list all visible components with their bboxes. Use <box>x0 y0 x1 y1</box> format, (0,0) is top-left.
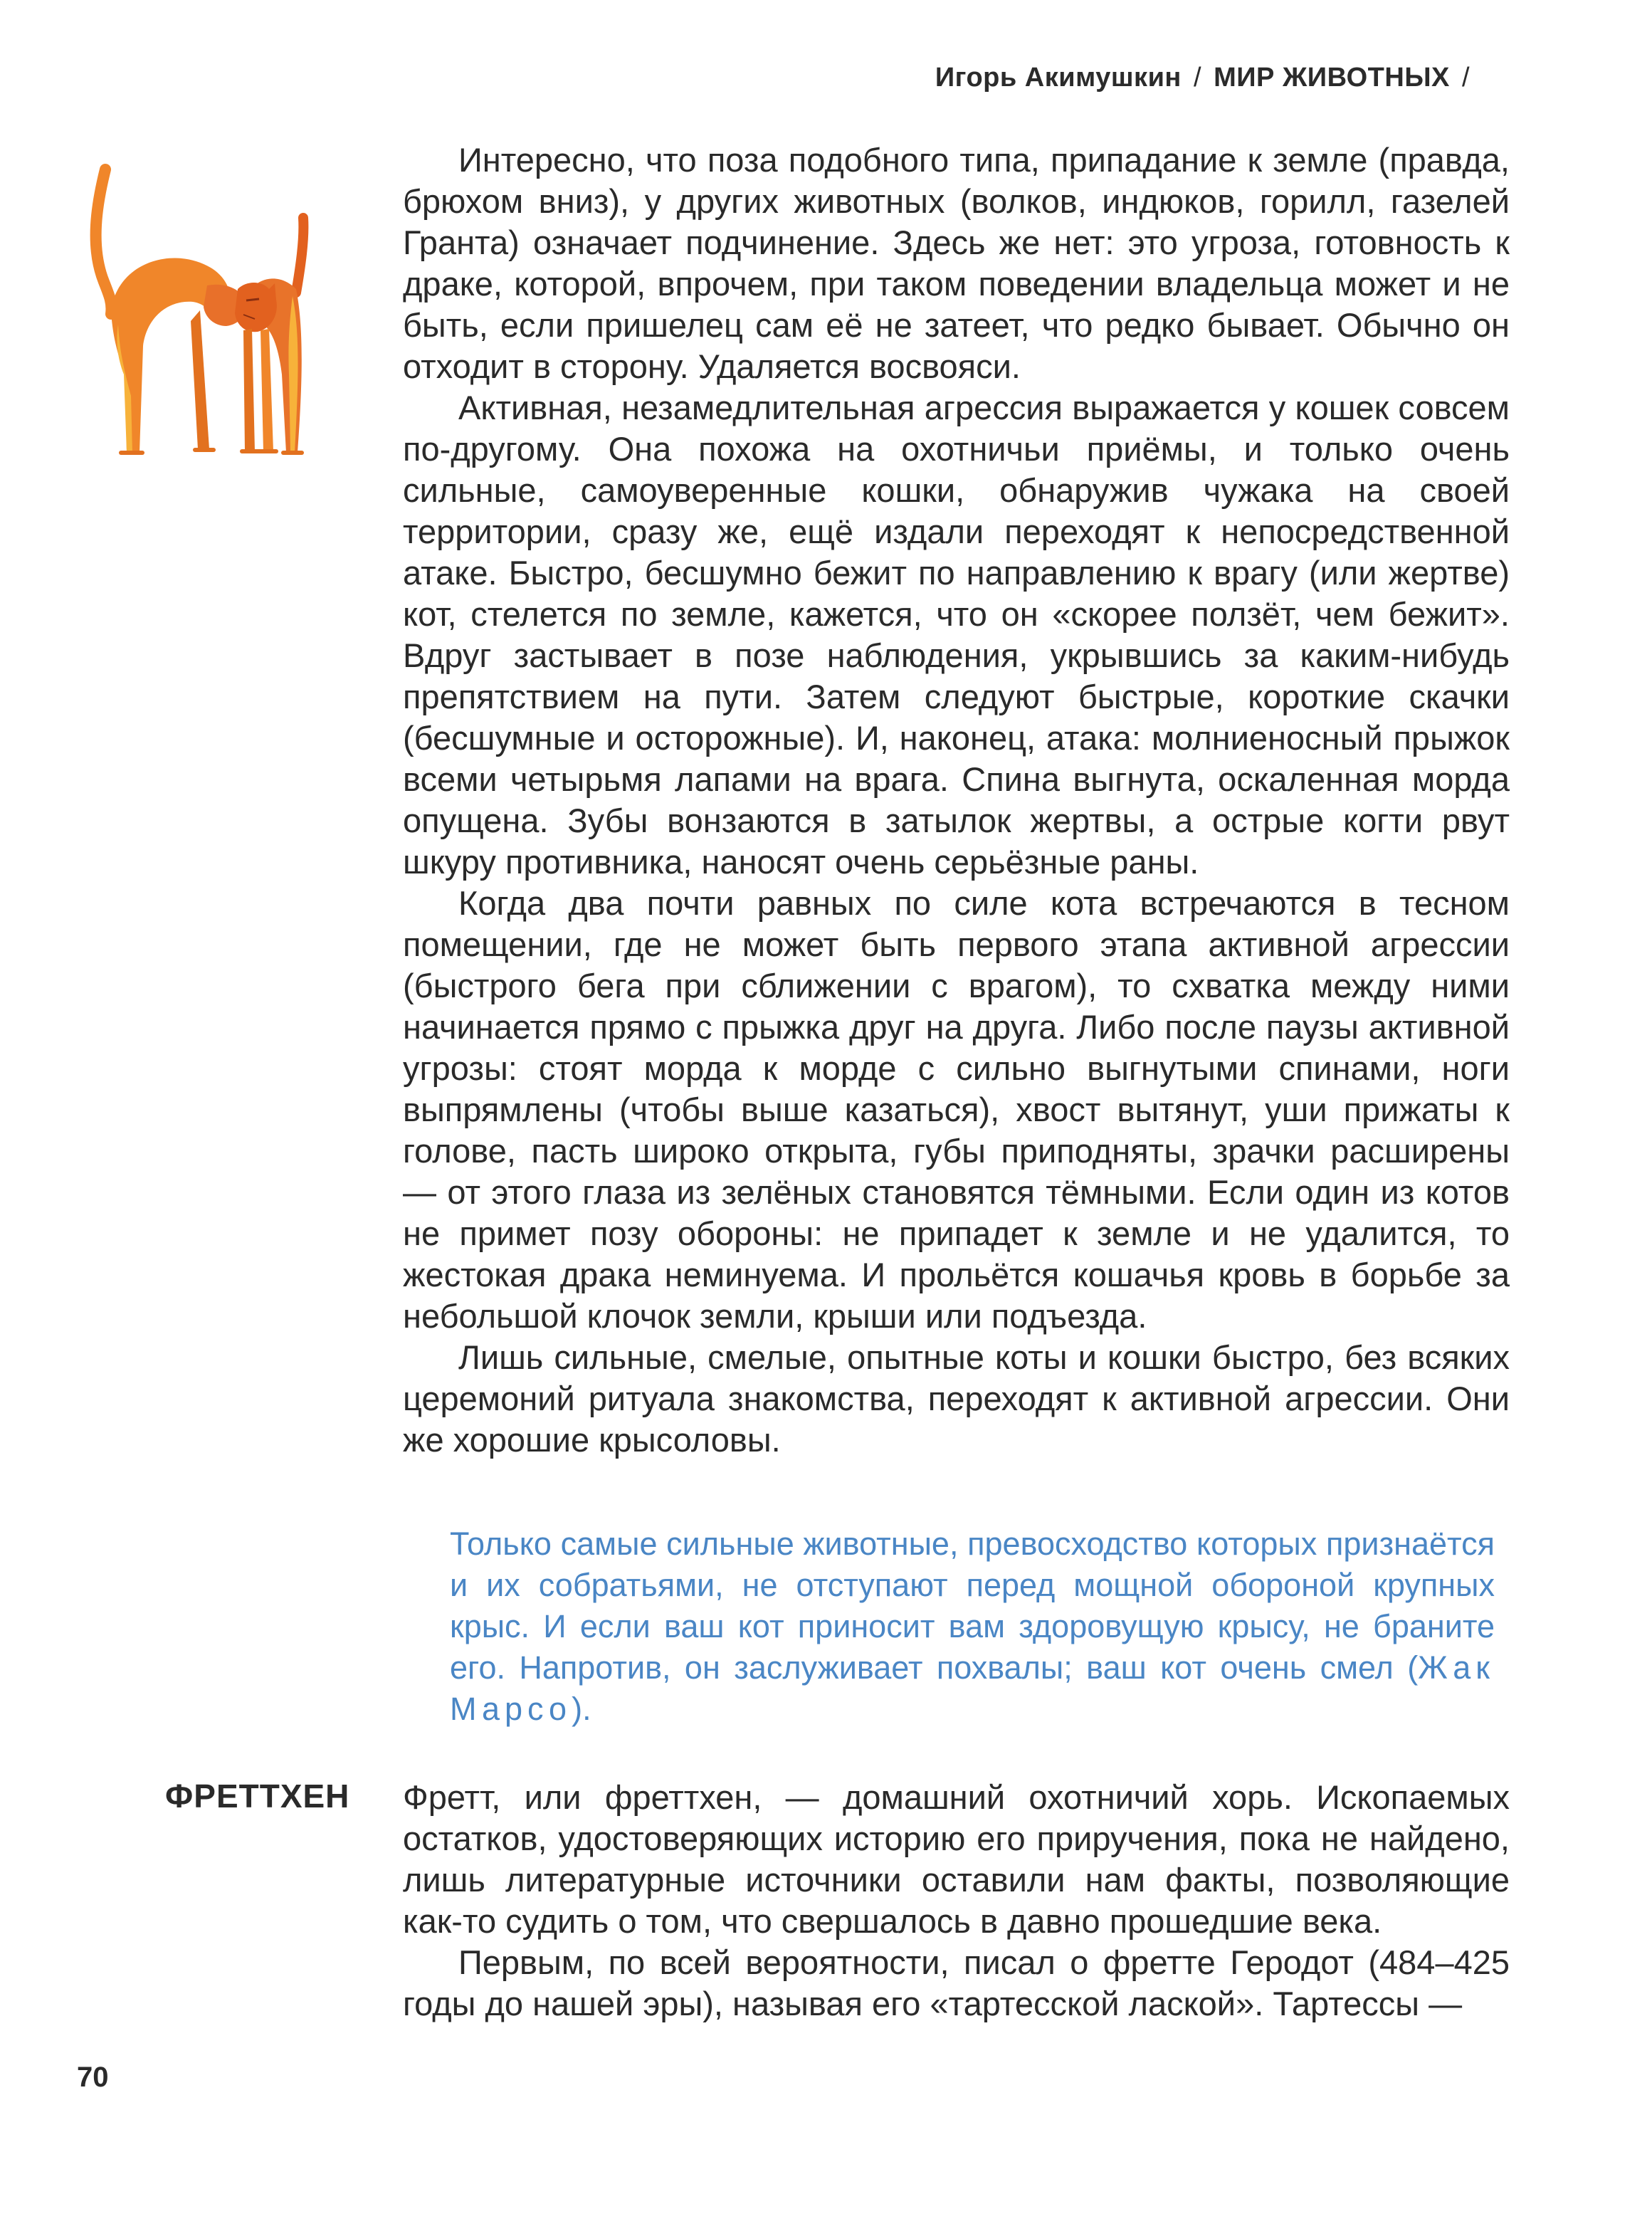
section-text <box>403 1777 1510 2025</box>
header-separator: / <box>1193 63 1202 93</box>
paragraph: Лишь сильные, смелые, опытные коты и кошки быстро, без всяких церемоний ритуала знакомства, переходят к активной агрессии. Они же хорошие крысоловы. <box>403 1338 1510 1459</box>
main-text <box>403 140 1510 1461</box>
paragraph: Когда два почти равных по силе кота встречаются в тесном помещении, где не может быть первого этапа активной агрессии (быстрого бега при сближении с врагом), то схватка между ними начинается прямо с прыжка друг на друга. Либо после паузы активной угрозы: стоят морда к морде с сильно выгнутыми спинами, ноги выпрямлены (чтобы выше казаться), хвост вытянут, уши прижаты к голове, пасть широко открыта, губы приподняты, зрачки расширены — от этого глаза из зелёных становятся тёмными. Если один из котов не примет позу обороны: не припадет к земле и не удалится, то жестокая драка неминуема. И прольётся кошачья кровь в борьбе за небольшой клочок земли, крыши или подъезда. <box>403 884 1510 1335</box>
quote-author: Жак Марсо <box>450 1649 1495 1727</box>
quote-text: Только самые сильные животные, превосходство которых признаётся и их собратьями, не отступают перед мощной обороной крупных крыс. И если ваш кот приносит вам здоровущую крысу, не браните его. Напротив, он заслуживает похвалы; ваш кот очень смел ( <box>450 1526 1495 1686</box>
section-label: ФРЕТТХЕН <box>165 1778 350 1815</box>
page-number: 70 <box>77 2062 109 2093</box>
paragraph: Активная, незамедлительная агрессия выражается у кошек совсем по-другому. Она похожа на охотничьи приёмы, и только очень сильные, самоуверенные кошки, обнаружив чужака на своей территории, сразу же, ещё издали переходят к непосредственной атаке. Быстро, бесшумно бежит по направлению к врагу (или жертве) кот, стелется по земле, кажется, что он «скорее ползёт, чем бежит». Вдруг застывает в позе наблюдения, укрывшись за каким-нибудь препятствием на пути. Затем следуют быстрые, короткие скачки (бесшумные и осторожные). И, наконец, атака: молниеносный прыжок всеми четырьмя лапами на врага. Спина выгнута, оскаленная морда опущена. Зубы вонзаются в затылок жертвы, а острые когти рвут шкуру противника, наносят очень серьёзные раны. <box>403 389 1510 881</box>
paragraph: Фретт, или фреттхен, — домашний охотничий хорь. Ископаемых остатков, удостоверяющих историю его приручения, пока не найдено, лишь литературные источники оставили нам факты, позволяющие как-то судить о том, что свершалось в давно прошедшие века. <box>403 1778 1510 1940</box>
two-cats-arched-icon <box>68 161 325 488</box>
quote-paragraph <box>450 1523 1495 1730</box>
paragraph: Интересно, что поза подобного типа, припадание к земле (правда, брюхом вниз), у других животных (волков, индюков, горилл, газелей Гранта) означает подчинение. Здесь же нет: это угроза, готовность к драке, которой, впрочем, при таком поведении владельца может и не быть, если пришелец сам её не затеет, что редко бывает. Обычно он отходит в сторону. Удаляется восвояси. <box>403 141 1510 385</box>
header-book-title: МИР ЖИВОТНЫХ <box>1214 63 1450 93</box>
header-trailing-separator: / <box>1461 63 1470 93</box>
quote-block <box>450 1523 1495 1730</box>
quote-tail: ). <box>572 1691 591 1727</box>
running-header <box>935 63 1474 93</box>
paragraph: Первым, по всей вероятности, писал о фретте Геродот (484–425 годы до нашей эры), называя его «тартесской лаской». Тартессы — <box>403 1943 1510 2022</box>
header-author: Игорь Акимушкин <box>935 63 1182 93</box>
